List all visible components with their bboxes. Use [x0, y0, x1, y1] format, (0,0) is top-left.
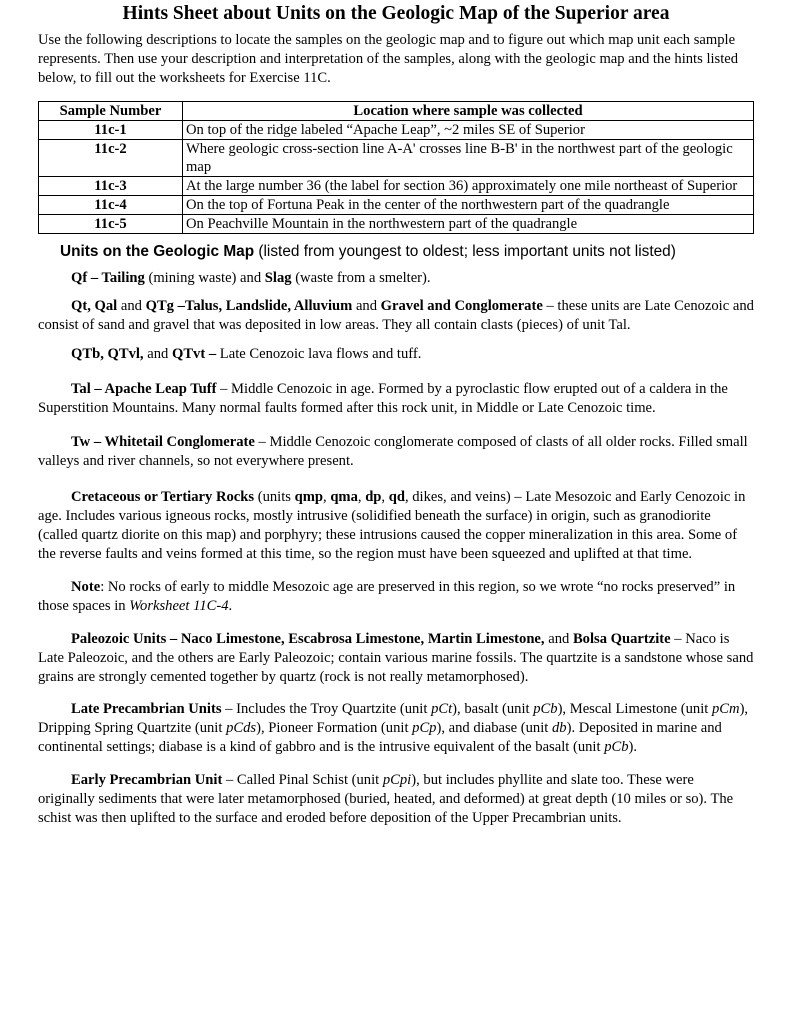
unit-name: Cretaceous or Tertiary Rocks: [71, 489, 255, 505]
note-label: Note: [71, 579, 101, 595]
unit-name: Late Precambrian Units: [71, 701, 222, 717]
unit-text: (units: [254, 489, 295, 505]
unit-name: Qt, Qal: [71, 298, 118, 314]
location-cell: On Peachville Mountain in the northwestern part of the quadrangle: [183, 215, 754, 234]
worksheet-reference: Worksheet 11C-4: [129, 598, 229, 614]
unit-text: : No rocks of early to middle Mesozoic age are preserved in this region, so we wrote “no rocks preserved” in those spaces in: [38, 579, 736, 614]
sample-location-table: [38, 101, 754, 234]
unit-text: , dikes, and veins) – Late Mesozoic and Early Cenozoic in age. Includes various igneous rocks, mostly intrusive (solidified beneath the surface) in origin, such as granodiorite (called quartz diorite on this map) and porphyry; these intrusions caused the copper mineralization in this area. Some of the reverse faults and veins formed at this time, so the region must have been squeezed and uplifted at that time.: [38, 489, 746, 562]
sample-number-cell: 11c-2: [39, 140, 183, 177]
unit-text: .: [228, 598, 233, 614]
unit-code: pCds: [226, 720, 257, 736]
unit-qtb: [38, 345, 754, 364]
table-row: [39, 140, 754, 177]
unit-qf: [38, 269, 754, 288]
units-heading-bold: Units on the Geologic Map: [60, 243, 255, 260]
unit-name: qmp: [294, 489, 324, 505]
unit-text: – Called Pinal Schist (unit: [222, 772, 383, 788]
sample-number-cell: 11c-5: [39, 215, 183, 234]
unit-text: ), Dripping Spring Quartzite (unit: [38, 701, 749, 736]
unit-text: ), but includes phyllite and slate too. These were originally sediments that were later metamorphosed (buried, heated, and deformed) at great depth (10 miles or so). The schist was then uplifted to the surface and eroded before deposition of the Upper Precambrian units.: [38, 772, 734, 826]
table-row: [39, 121, 754, 140]
unit-text: ), and diabase (unit: [436, 720, 552, 736]
unit-text: and: [352, 298, 381, 314]
unit-name: Early Precambrian Unit: [71, 772, 223, 788]
unit-name: dp: [365, 489, 382, 505]
unit-text: ), basalt (unit: [452, 701, 534, 717]
unit-code: db: [551, 720, 567, 736]
unit-code: pCb: [604, 739, 629, 755]
page-title: Hints Sheet about Units on the Geologic Map of the Superior area: [122, 3, 670, 24]
table-row: [39, 177, 754, 196]
unit-text: – Middle Cenozoic conglomerate composed of clasts of all older rocks. Filled small valleys and river channels, so not everywhere present.: [38, 434, 748, 469]
unit-text: ), Mescal Limestone (unit: [557, 701, 712, 717]
sample-number-cell: 11c-4: [39, 196, 183, 215]
note-paragraph: [38, 578, 754, 616]
unit-text: ).: [628, 739, 638, 755]
table-row: [39, 196, 754, 215]
location-cell: On top of the ridge labeled “Apache Leap”, ~2 miles SE of Superior: [183, 121, 754, 140]
unit-text: and: [143, 346, 172, 362]
table-row: [39, 215, 754, 234]
unit-text: – these units are Late Cenozoic and consist of sand and gravel that was deposited in low areas. They all contain clasts (pieces) of unit Tal.: [38, 298, 754, 333]
unit-text: and: [544, 631, 573, 647]
location-cell: On the top of Fortuna Peak in the center of the northwestern part of the quadrangle: [183, 196, 754, 215]
unit-text: (waste from a smelter).: [291, 270, 431, 286]
unit-name: qma: [330, 489, 358, 505]
unit-name: QTb, QTvl,: [71, 346, 144, 362]
unit-name: QTvt –: [171, 346, 217, 362]
unit-name: Slag: [264, 270, 292, 286]
unit-qt: [38, 297, 754, 335]
unit-text: – Includes the Troy Quartzite (unit: [221, 701, 432, 717]
unit-text: and: [117, 298, 146, 314]
table-header-row: [39, 102, 754, 121]
unit-name: Gravel and Conglomerate: [380, 298, 543, 314]
sample-number-cell: 11c-1: [39, 121, 183, 140]
units-heading-note: (listed from youngest to oldest; less important units not listed): [254, 243, 676, 260]
unit-name: Tal – Apache Leap Tuff: [71, 381, 217, 397]
unit-tal: [38, 380, 754, 418]
unit-cretaceous-tertiary: [38, 488, 754, 564]
unit-text: ), Pioneer Formation (unit: [256, 720, 413, 736]
unit-text: (mining waste) and: [144, 270, 265, 286]
unit-name: Tw – Whitetail Conglomerate: [71, 434, 255, 450]
unit-text: ,: [381, 489, 389, 505]
unit-text: ). Deposited in marine and continental settings; diabase is a kind of gabbro and is the intrusive equivalent of the basalt (unit: [38, 720, 722, 755]
unit-text: ,: [357, 489, 366, 505]
sample-number-header: Sample Number: [39, 102, 183, 121]
unit-name: Bolsa Quartzite: [572, 631, 671, 647]
unit-name: qd: [388, 489, 405, 505]
unit-code: pCm: [711, 701, 740, 717]
unit-name: QTg –Talus, Landslide, Alluvium: [145, 298, 353, 314]
unit-code: pCb: [533, 701, 558, 717]
location-cell: At the large number 36 (the label for section 36) approximately one mile northeast of Superior: [183, 177, 754, 196]
location-header: Location where sample was collected: [183, 102, 754, 121]
unit-name: Paleozoic Units – Naco Limestone, Escabrosa Limestone, Martin Limestone,: [71, 631, 545, 647]
unit-name: Qf – Tailing: [71, 270, 145, 286]
unit-late-precambrian: [38, 700, 754, 757]
document-page: [38, 0, 754, 828]
unit-code: pCp: [412, 720, 437, 736]
unit-code: pCt: [431, 701, 453, 717]
unit-text: ,: [323, 489, 331, 505]
intro-paragraph: Use the following descriptions to locate the samples on the geologic map and to figure out which map unit each sample represents. Then use your description and interpretation of the samples, along with the geologic map and the hints listed below, to fill out the worksheets for Exercise 11C.: [38, 32, 739, 86]
units-heading: [38, 242, 754, 262]
sample-number-cell: 11c-3: [39, 177, 183, 196]
location-cell: Where geologic cross-section line A-A' crosses line B-B' in the northwest part of the geologic map: [183, 140, 754, 177]
unit-text: – Middle Cenozoic in age. Formed by a pyroclastic flow erupted out of a caldera in the Superstition Mountains. Many normal faults formed after this rock unit, in Middle or Late Cenozoic time.: [38, 381, 728, 416]
unit-paleozoic: [38, 630, 754, 687]
unit-text: – Naco is Late Paleozoic, and the others are Early Paleozoic; contain various marine fossils. The quartzite is a sandstone whose sand grains are strongly cemented together by quartz (rock is not really metamorphosed).: [38, 631, 754, 685]
unit-text: Late Cenozoic lava flows and tuff.: [216, 346, 422, 362]
unit-tw: [38, 433, 754, 471]
unit-code: pCpi: [382, 772, 412, 788]
unit-early-precambrian: [38, 771, 754, 828]
